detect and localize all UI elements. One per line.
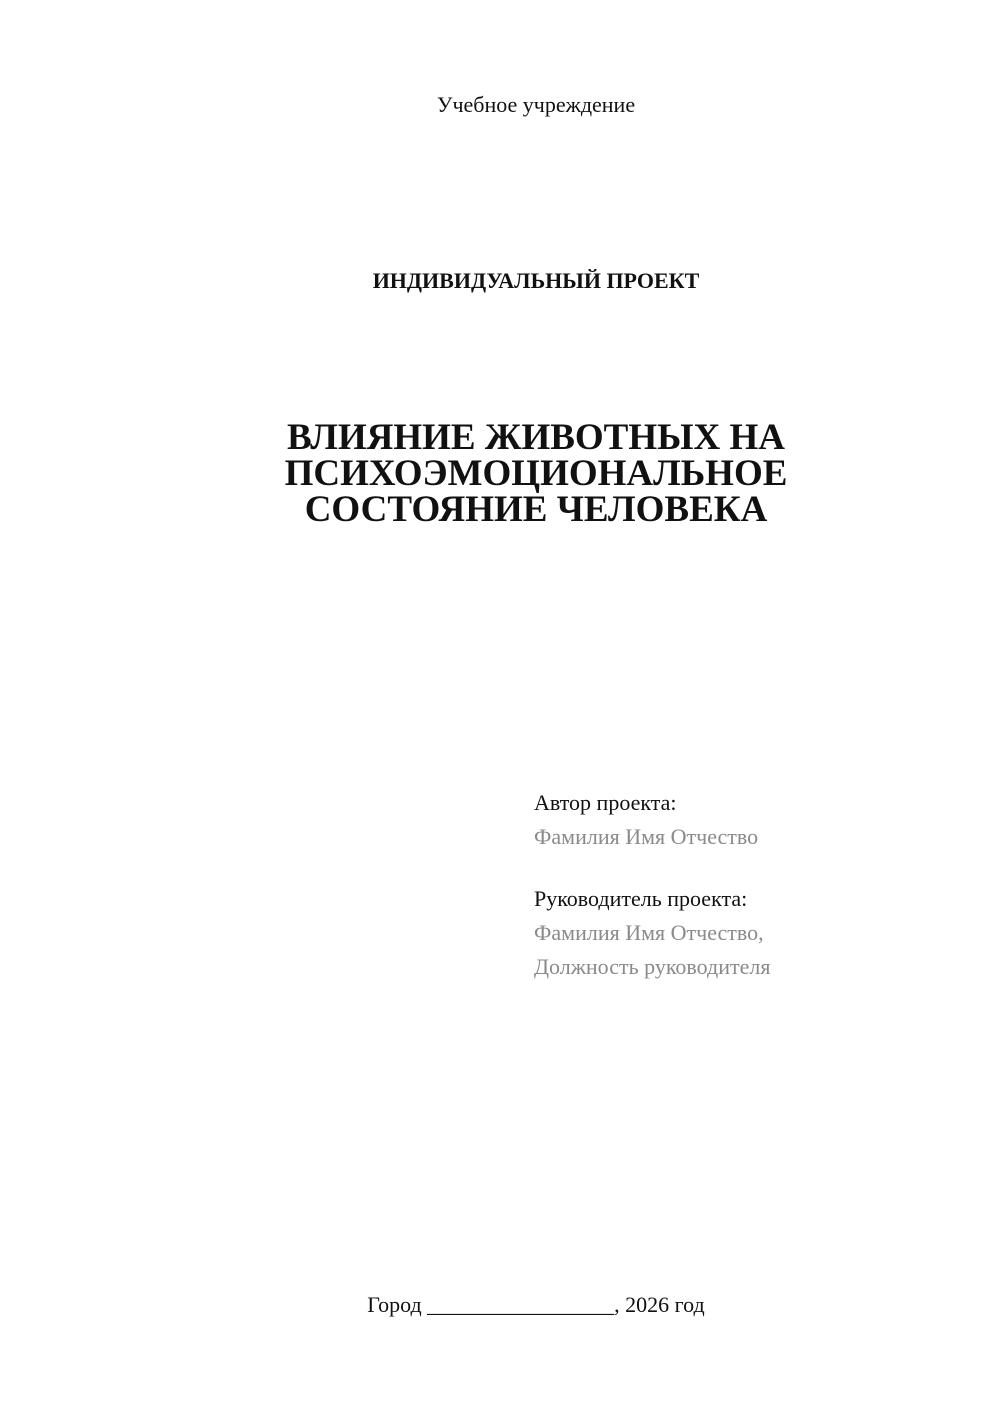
supervisor-name: Фамилия Имя Отчество, (534, 920, 764, 945)
author-name: Фамилия Имя Отчество (534, 824, 759, 849)
author-block (534, 786, 974, 854)
supervisor-position: Должность руководителя (534, 954, 771, 979)
title-line: ПСИХОЭМОЦИОНАЛЬНОЕ (284, 453, 788, 494)
author-label: Автор проекта: (534, 790, 677, 815)
title-line: ВЛИЯНИЕ ЖИВОТНЫХ НА (287, 417, 785, 458)
people-block (534, 786, 974, 984)
supervisor-block (534, 882, 974, 984)
institution-name: Учебное учреждение (436, 92, 636, 117)
city-year-line: Город _________________, 2026 год (367, 1292, 705, 1317)
document-type: ИНДИВИДУАЛЬНЫЙ ПРОЕКТ (372, 268, 700, 293)
project-title (0, 417, 1000, 530)
title-line: СОСТОЯНИЕ ЧЕЛОВЕКА (304, 489, 768, 530)
supervisor-label: Руководитель проекта: (534, 886, 748, 911)
